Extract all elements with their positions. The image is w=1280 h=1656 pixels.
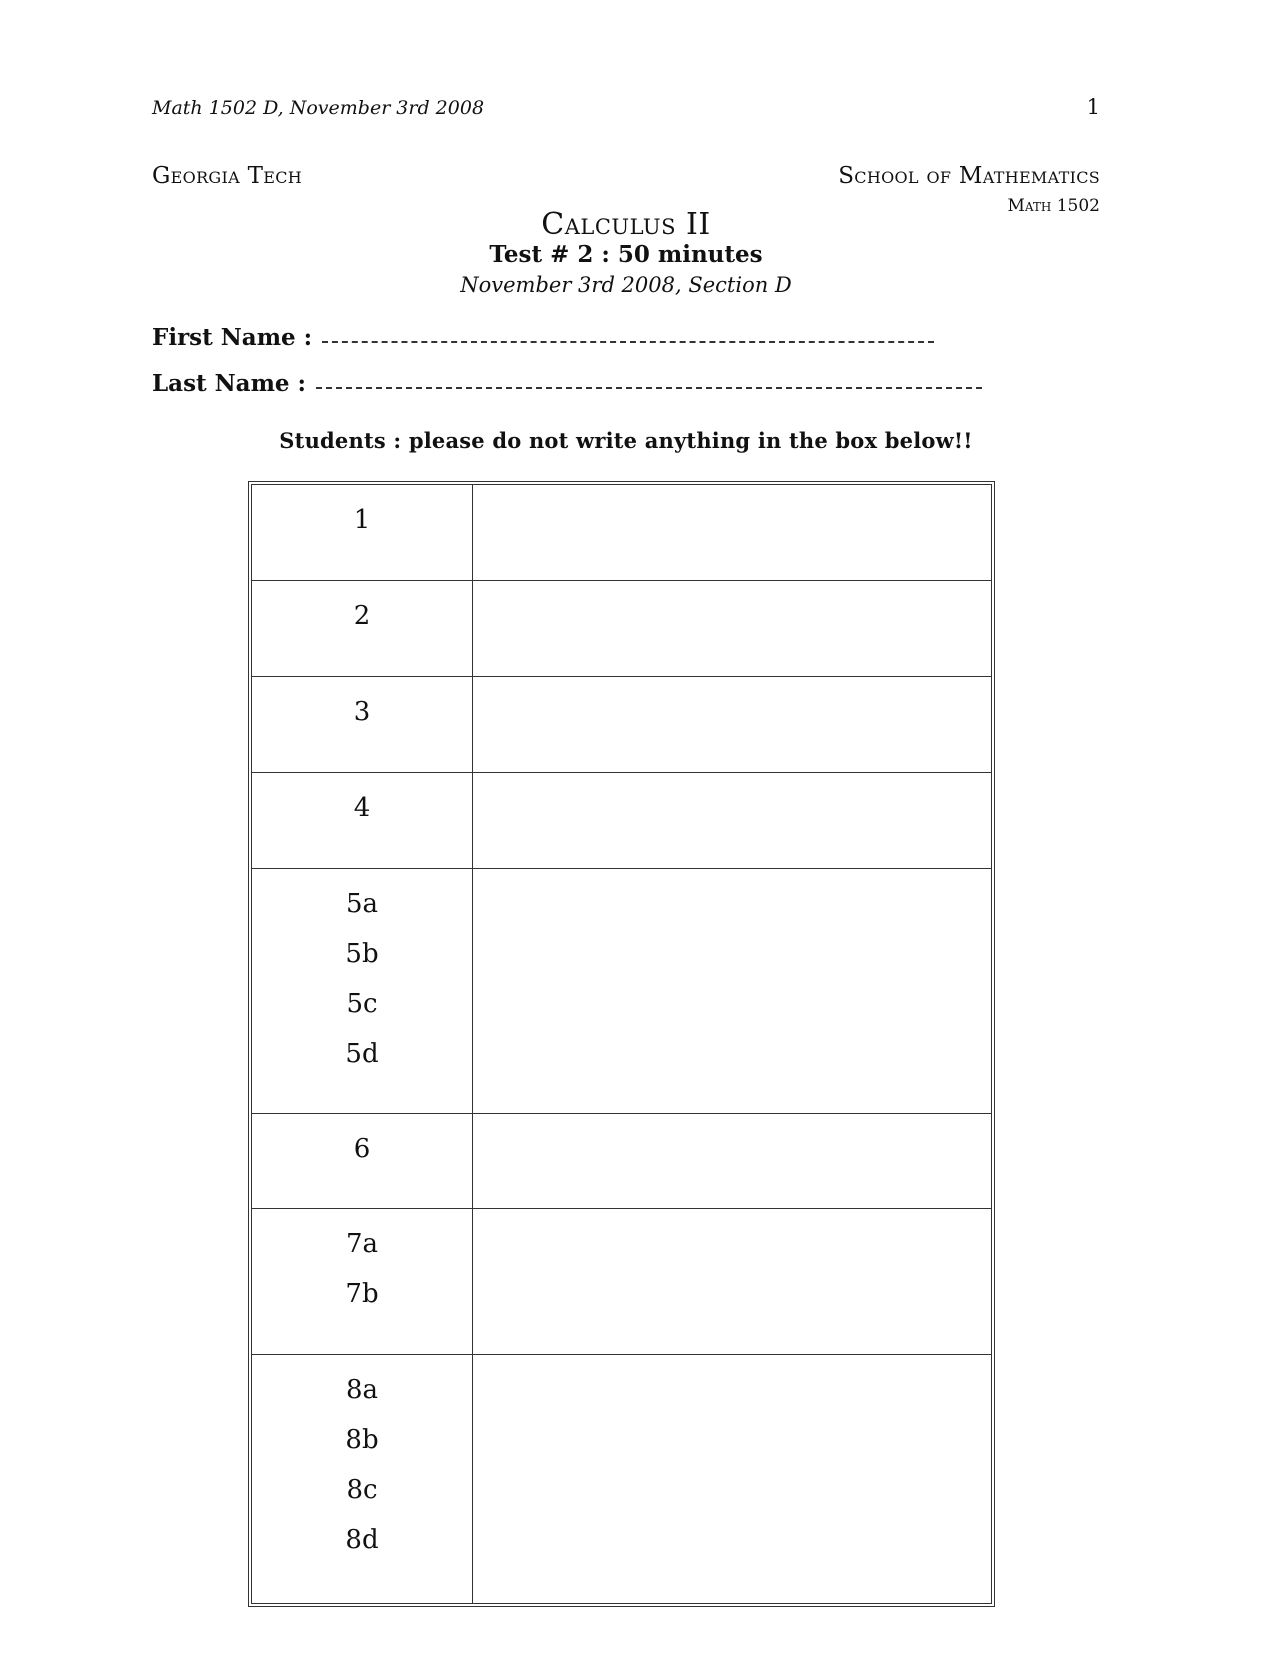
score-cell [473, 1113, 992, 1209]
question-label: 6 [353, 1133, 371, 1164]
question-label: 1 [353, 505, 371, 535]
last-name-blank[interactable] [316, 387, 982, 389]
table-row [252, 868, 991, 1113]
question-label-cell [252, 1113, 473, 1209]
score-cell [473, 868, 992, 1113]
score-cell [473, 772, 992, 868]
question-label: 3 [353, 697, 371, 728]
course-code: Math 1502 [1007, 196, 1100, 216]
question-label: 5c [346, 988, 378, 1019]
question-label-cell [252, 772, 473, 868]
question-label: 2 [353, 601, 371, 632]
table-row [252, 1113, 991, 1209]
question-label: 8c [346, 1475, 378, 1506]
question-label: 8a [345, 1375, 379, 1406]
test-date: November 3rd 2008, Section D [460, 273, 792, 297]
question-label: 8d [345, 1525, 379, 1556]
question-label: 5a [345, 888, 379, 919]
course-title: Calculus II [541, 207, 711, 242]
page-number: 1 [1086, 95, 1100, 119]
institution-name: Georgia Tech [152, 163, 302, 189]
table-row [252, 485, 991, 581]
first-name-blank[interactable] [322, 341, 934, 343]
score-cell [473, 485, 992, 581]
question-label: 5b [345, 938, 379, 969]
first-name-label: First Name : [152, 324, 313, 351]
table-row [252, 772, 991, 868]
last-name-field[interactable] [152, 370, 982, 397]
question-label-cell [252, 485, 473, 581]
grading-table [252, 485, 991, 1603]
question-label: 5d [345, 1038, 379, 1069]
table-row [252, 1209, 991, 1355]
last-name-label: Last Name : [152, 370, 307, 397]
score-cell [473, 581, 992, 677]
grading-box [248, 481, 995, 1607]
question-label-cell [252, 677, 473, 773]
score-cell [473, 677, 992, 773]
score-cell [473, 1209, 992, 1355]
running-head: Math 1502 D, November 3rd 2008 [152, 97, 485, 119]
question-label: 7a [345, 1229, 379, 1260]
question-label-cell [252, 1355, 473, 1603]
question-label: 7b [345, 1279, 379, 1310]
question-label-cell [252, 581, 473, 677]
first-name-field[interactable] [152, 324, 934, 351]
question-label: 4 [353, 792, 371, 823]
question-label-cell [252, 868, 473, 1113]
table-row [252, 677, 991, 773]
grading-instructions: Students : please do not write anything in the box below!! [279, 428, 973, 453]
score-cell [473, 1355, 992, 1603]
test-title: Test # 2 : 50 minutes [489, 241, 763, 268]
school-name: School of Mathematics [838, 163, 1100, 189]
question-label-cell [252, 1209, 473, 1355]
table-row [252, 581, 991, 677]
table-row [252, 1355, 991, 1603]
question-label: 8b [345, 1425, 379, 1456]
